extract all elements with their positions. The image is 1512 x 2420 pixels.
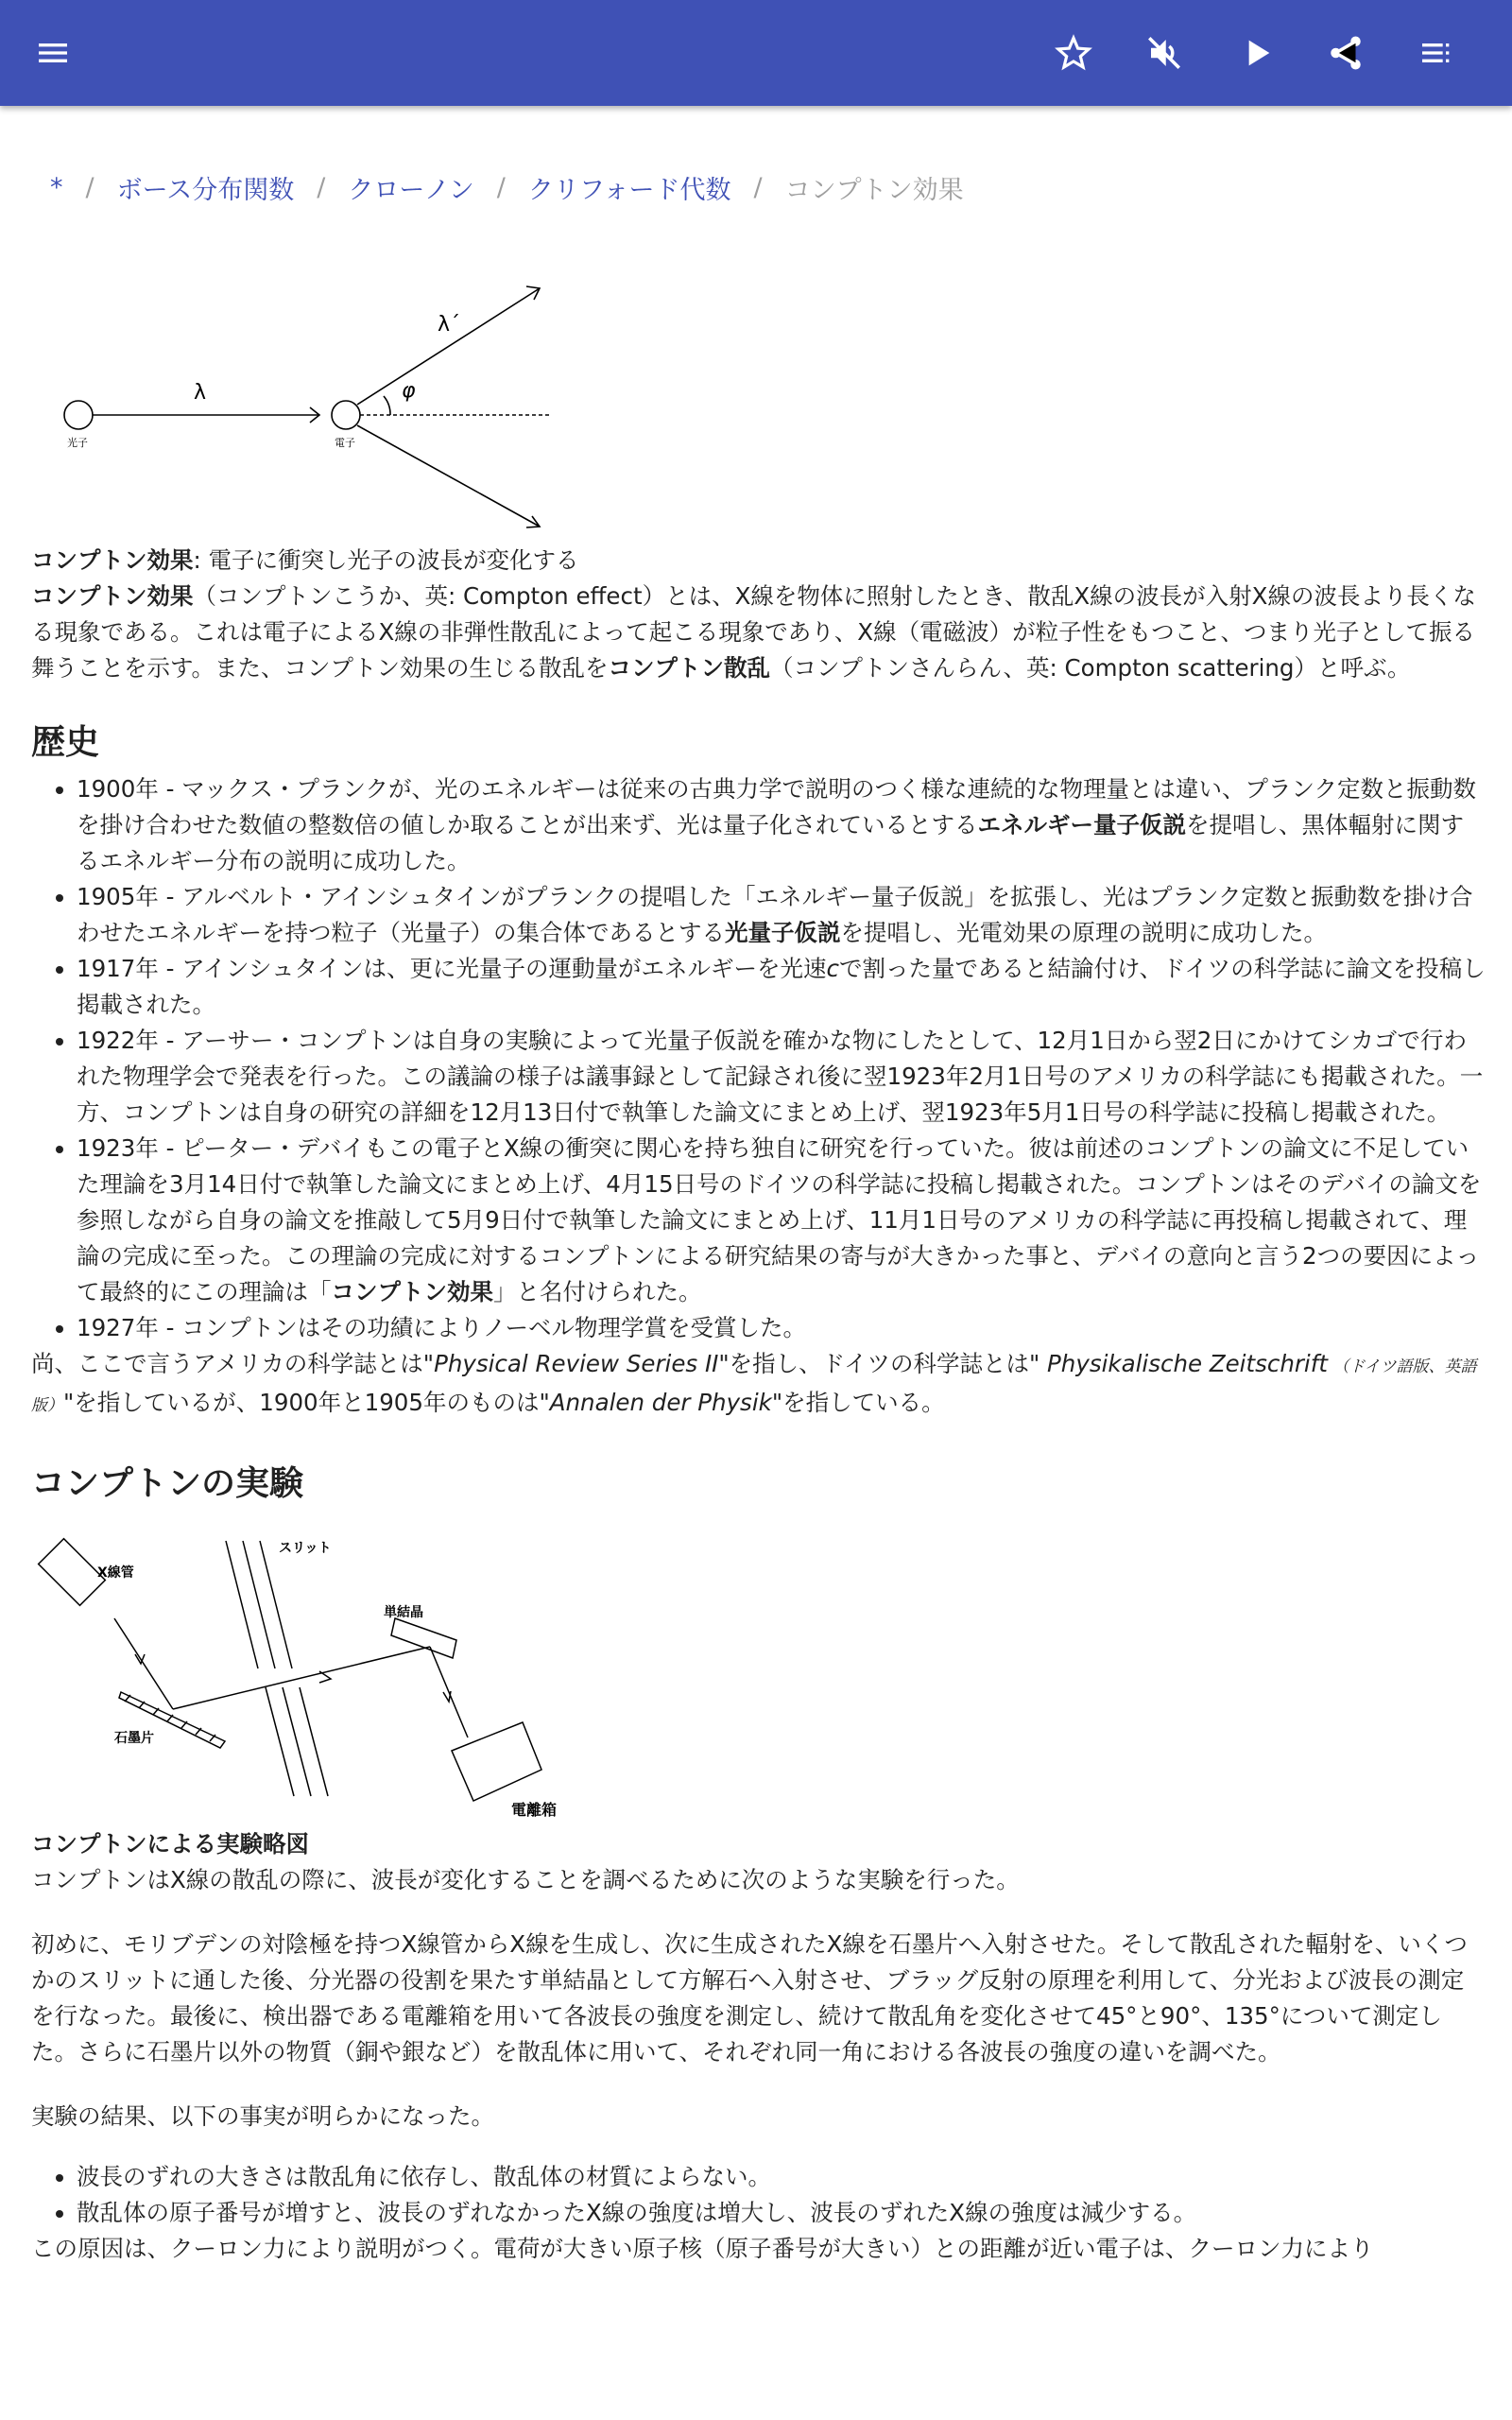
text: 1922年 - アーサー・コンプトンは自身の実験によって光量子仮説を確かな物にしたとして、12月1日から翌2日にかけてシカゴで行われた物理学会で発表を行った。この議論の様子は議事録として記録され後に翌1923年2月1日号のアメリカの科学誌にも掲載された。一方、コンプトンは自身の研究の詳細を12月13日付で執筆した論文にまとめ上げ、翌1923年5月1日号の科学誌に投稿し掲載された。 — [77, 1027, 1484, 1126]
text: で割った量であると結論付け、ドイツの科学誌に論文を投稿し掲載された。 — [77, 955, 1486, 1018]
breadcrumb-separator: / — [85, 172, 94, 202]
list-item — [58, 951, 1486, 1023]
breadcrumb-separator: / — [317, 172, 326, 202]
figure-caption — [31, 1826, 1486, 1862]
menu-button[interactable] — [26, 26, 79, 79]
breadcrumb-separator: / — [753, 172, 763, 202]
text: 1905年 - アルベルト・アインシュタインがプランクの提唱した「エネルギー量子仮説」を拡張し、光はプランク定数と振動数を掛け合わせたエネルギーを持つ粒子（光量子）の集合体であるとする — [77, 883, 1473, 946]
text: "を指しているが、1900年と1905年のものは" — [63, 1389, 550, 1416]
bold-text: コンプトン効果 — [31, 582, 194, 610]
text: 1923年 - ピーター・デバイもこの電子とX線の衝突に関心を持ち独自に研究を行っていた。彼は前述のコンプトンの論文に不足していた理論を3月14日付で執筆した論文にまとめ上げ、4月15日号のドイツの科学誌に投稿し掲載された。コンプトンはそのデバイの論文を参照しながら自身の論文を推敲して5月9日付で執筆した論文にまとめ上げ、11月1日号のアメリカの科学誌に再投稿し掲載されて、理論の完成に至った。この理論の完成に対するコンプトンによる研究結果の寄与が大きかった事と、デバイの意向と言う2つの要因によって最終的にこの理論は「 — [77, 1134, 1482, 1305]
play-icon — [1238, 34, 1276, 72]
toc-button[interactable] — [1410, 26, 1463, 79]
text: この原因は、クーロン力により説明がつく。電荷が大きい原子核（原子番号が大きい）との距離が近い電子は、クーロン力により — [31, 2235, 1374, 2262]
playlist-icon — [1418, 34, 1455, 72]
list-item — [58, 1023, 1486, 1131]
share-button[interactable] — [1319, 26, 1372, 79]
breadcrumb-item[interactable]: ボース分布関数 — [116, 175, 295, 205]
photon-label: 光子 — [67, 437, 88, 449]
bookmark-button[interactable] — [1047, 26, 1100, 79]
text: 初めに、モリブデンの対陰極を持つX線管からX線を生成し、次に生成されたX線を石墨片へ入射させた。そして散乱された輻射を、いくつかのスリットに通した後、分光器の役割を果たす単結晶として方解石へ入射させ、ブラッグ反射の原理を利用して、分光および波長の測定を行なった。最後に、検出器である電離箱を用いて各波長の強度を測定し、続けて散乱角を変化させて45°と90°、135°について測定した。さらに石墨片以外の物質（銅や銀など）を散乱体に用いて、それぞれ同一角における各波長の強度の違いを調べた。 — [31, 1930, 1468, 2066]
text: 実験の結果、以下の事実が明らかになった。 — [31, 2102, 494, 2130]
list-item — [58, 1131, 1486, 1310]
text: （コンプトンさんらん、英: Compton scattering）と呼ぶ。 — [770, 654, 1411, 682]
italic-text: Physical Review Series II — [434, 1350, 719, 1377]
bold-text: コンプトンによる実験略図 — [31, 1830, 309, 1858]
paragraph — [31, 1927, 1486, 2070]
bold-text: 光量子仮説 — [725, 919, 841, 946]
breadcrumb-item[interactable]: クローノン — [348, 175, 474, 205]
italic-text: Annalen der Physik — [549, 1389, 772, 1416]
volume-off-icon — [1144, 33, 1184, 73]
graphite-label: 石墨片 — [114, 1731, 154, 1746]
bold-text: コンプトン効果 — [331, 1278, 493, 1305]
bold-text: エネルギー量子仮説 — [977, 811, 1187, 838]
italic-text: Physikalische Zeitschrift — [1047, 1350, 1328, 1377]
bold-text: コンプトン散乱 — [608, 654, 771, 682]
text: 波長のずれの大きさは散乱角に依存し、散乱体の材質によらない。 — [77, 2163, 771, 2190]
mute-button[interactable] — [1138, 26, 1191, 79]
star-icon — [1054, 33, 1093, 73]
bold-text: コンプトン効果 — [31, 546, 194, 574]
breadcrumb-separator: / — [496, 172, 506, 202]
text: 1927年 - コンプトンはその功績によりノーベル物理学賞を受賞した。 — [77, 1314, 807, 1341]
text: を提唱し、光電効果の原理の説明に成功した。 — [840, 919, 1327, 946]
compton-diagram[interactable] — [31, 257, 560, 531]
italic-text: c — [826, 955, 839, 982]
paragraph — [31, 2099, 1486, 2135]
text: 1900年 - マックス・プランクが、光のエネルギーは従来の古典力学で説明のつく様な連続的な物理量とは違い、プランク定数と振動数を掛け合わせた数値の整数倍の値しか取ることが出来ず、光は量子化されているとする — [77, 775, 1477, 838]
play-button[interactable] — [1230, 26, 1283, 79]
text: : 電子に衝突し光子の波長が変化する — [193, 546, 579, 574]
breadcrumb — [50, 161, 1486, 214]
list-item — [58, 879, 1486, 951]
lambda-prime-label: λ´ — [438, 313, 461, 337]
menu-icon — [34, 34, 72, 72]
history-list — [58, 771, 1486, 1346]
share-icon — [1326, 33, 1366, 73]
app-bar — [0, 0, 1512, 106]
list-item — [58, 1310, 1486, 1346]
text: "を指し、ドイツの科学誌とは" — [718, 1350, 1048, 1377]
results-list — [58, 2159, 1486, 2231]
section-heading-history: 歴史 — [31, 723, 100, 762]
electron-label: 電子 — [335, 437, 355, 449]
text: （コンプトンこうか、英: Compton effect）とは、X線を物体に照射したとき、散乱X線の波長が入射X線の波長より長くなる現象である。これは電子によるX線の非弾性散乱によって起こる現象であり、X線（電磁波）が粒子性をもつこと、つまり光子として振る舞うことを示す。また、コンプトン効果の生じる散乱を — [31, 582, 1476, 682]
breadcrumb-item[interactable]: * — [50, 172, 63, 202]
phi-label: φ — [402, 379, 416, 403]
article — [31, 161, 1486, 2267]
list-item — [58, 2195, 1486, 2231]
lambda-label: λ — [194, 381, 207, 405]
intro-paragraph — [31, 579, 1486, 686]
list-item — [58, 2159, 1486, 2195]
experiment-diagram[interactable] — [31, 1512, 579, 1823]
crystal-label: 単結晶 — [384, 1605, 423, 1620]
chamber-label: 電離箱 — [511, 1801, 558, 1819]
figure-caption — [31, 543, 627, 579]
paragraph — [31, 1862, 1486, 1898]
history-note — [31, 1346, 1486, 1424]
text: "を指している。 — [771, 1389, 945, 1416]
list-item — [58, 771, 1486, 879]
xray-tube-label: X線管 — [97, 1565, 134, 1581]
slit-label: スリット — [279, 1541, 332, 1556]
text: 」と名付けられた。 — [493, 1278, 702, 1305]
text: 1917年 - アインシュタインは、更に光量子の運動量がエネルギーを光速 — [77, 955, 827, 982]
text: を提唱し、黒体輻射に関するエネルギー分布の説明に成功した。 — [77, 811, 1465, 874]
section-heading-experiment: コンプトンの実験 — [31, 1464, 304, 1503]
small-note: （ドイツ語版、英語版） — [31, 1357, 1477, 1415]
text: 尚、ここで言うアメリカの科学誌とは" — [31, 1350, 435, 1377]
breadcrumb-item[interactable]: クリフォード代数 — [527, 175, 731, 205]
breadcrumb-current: コンプトン効果 — [784, 175, 964, 205]
paragraph — [31, 2231, 1486, 2267]
text: コンプトンはX線の散乱の際に、波長が変化することを調べるために次のような実験を行った。 — [31, 1866, 1020, 1893]
text: 散乱体の原子番号が増すと、波長のずれなかったX線の強度は増大し、波長のずれたX線の強度は減少する。 — [77, 2199, 1197, 2226]
